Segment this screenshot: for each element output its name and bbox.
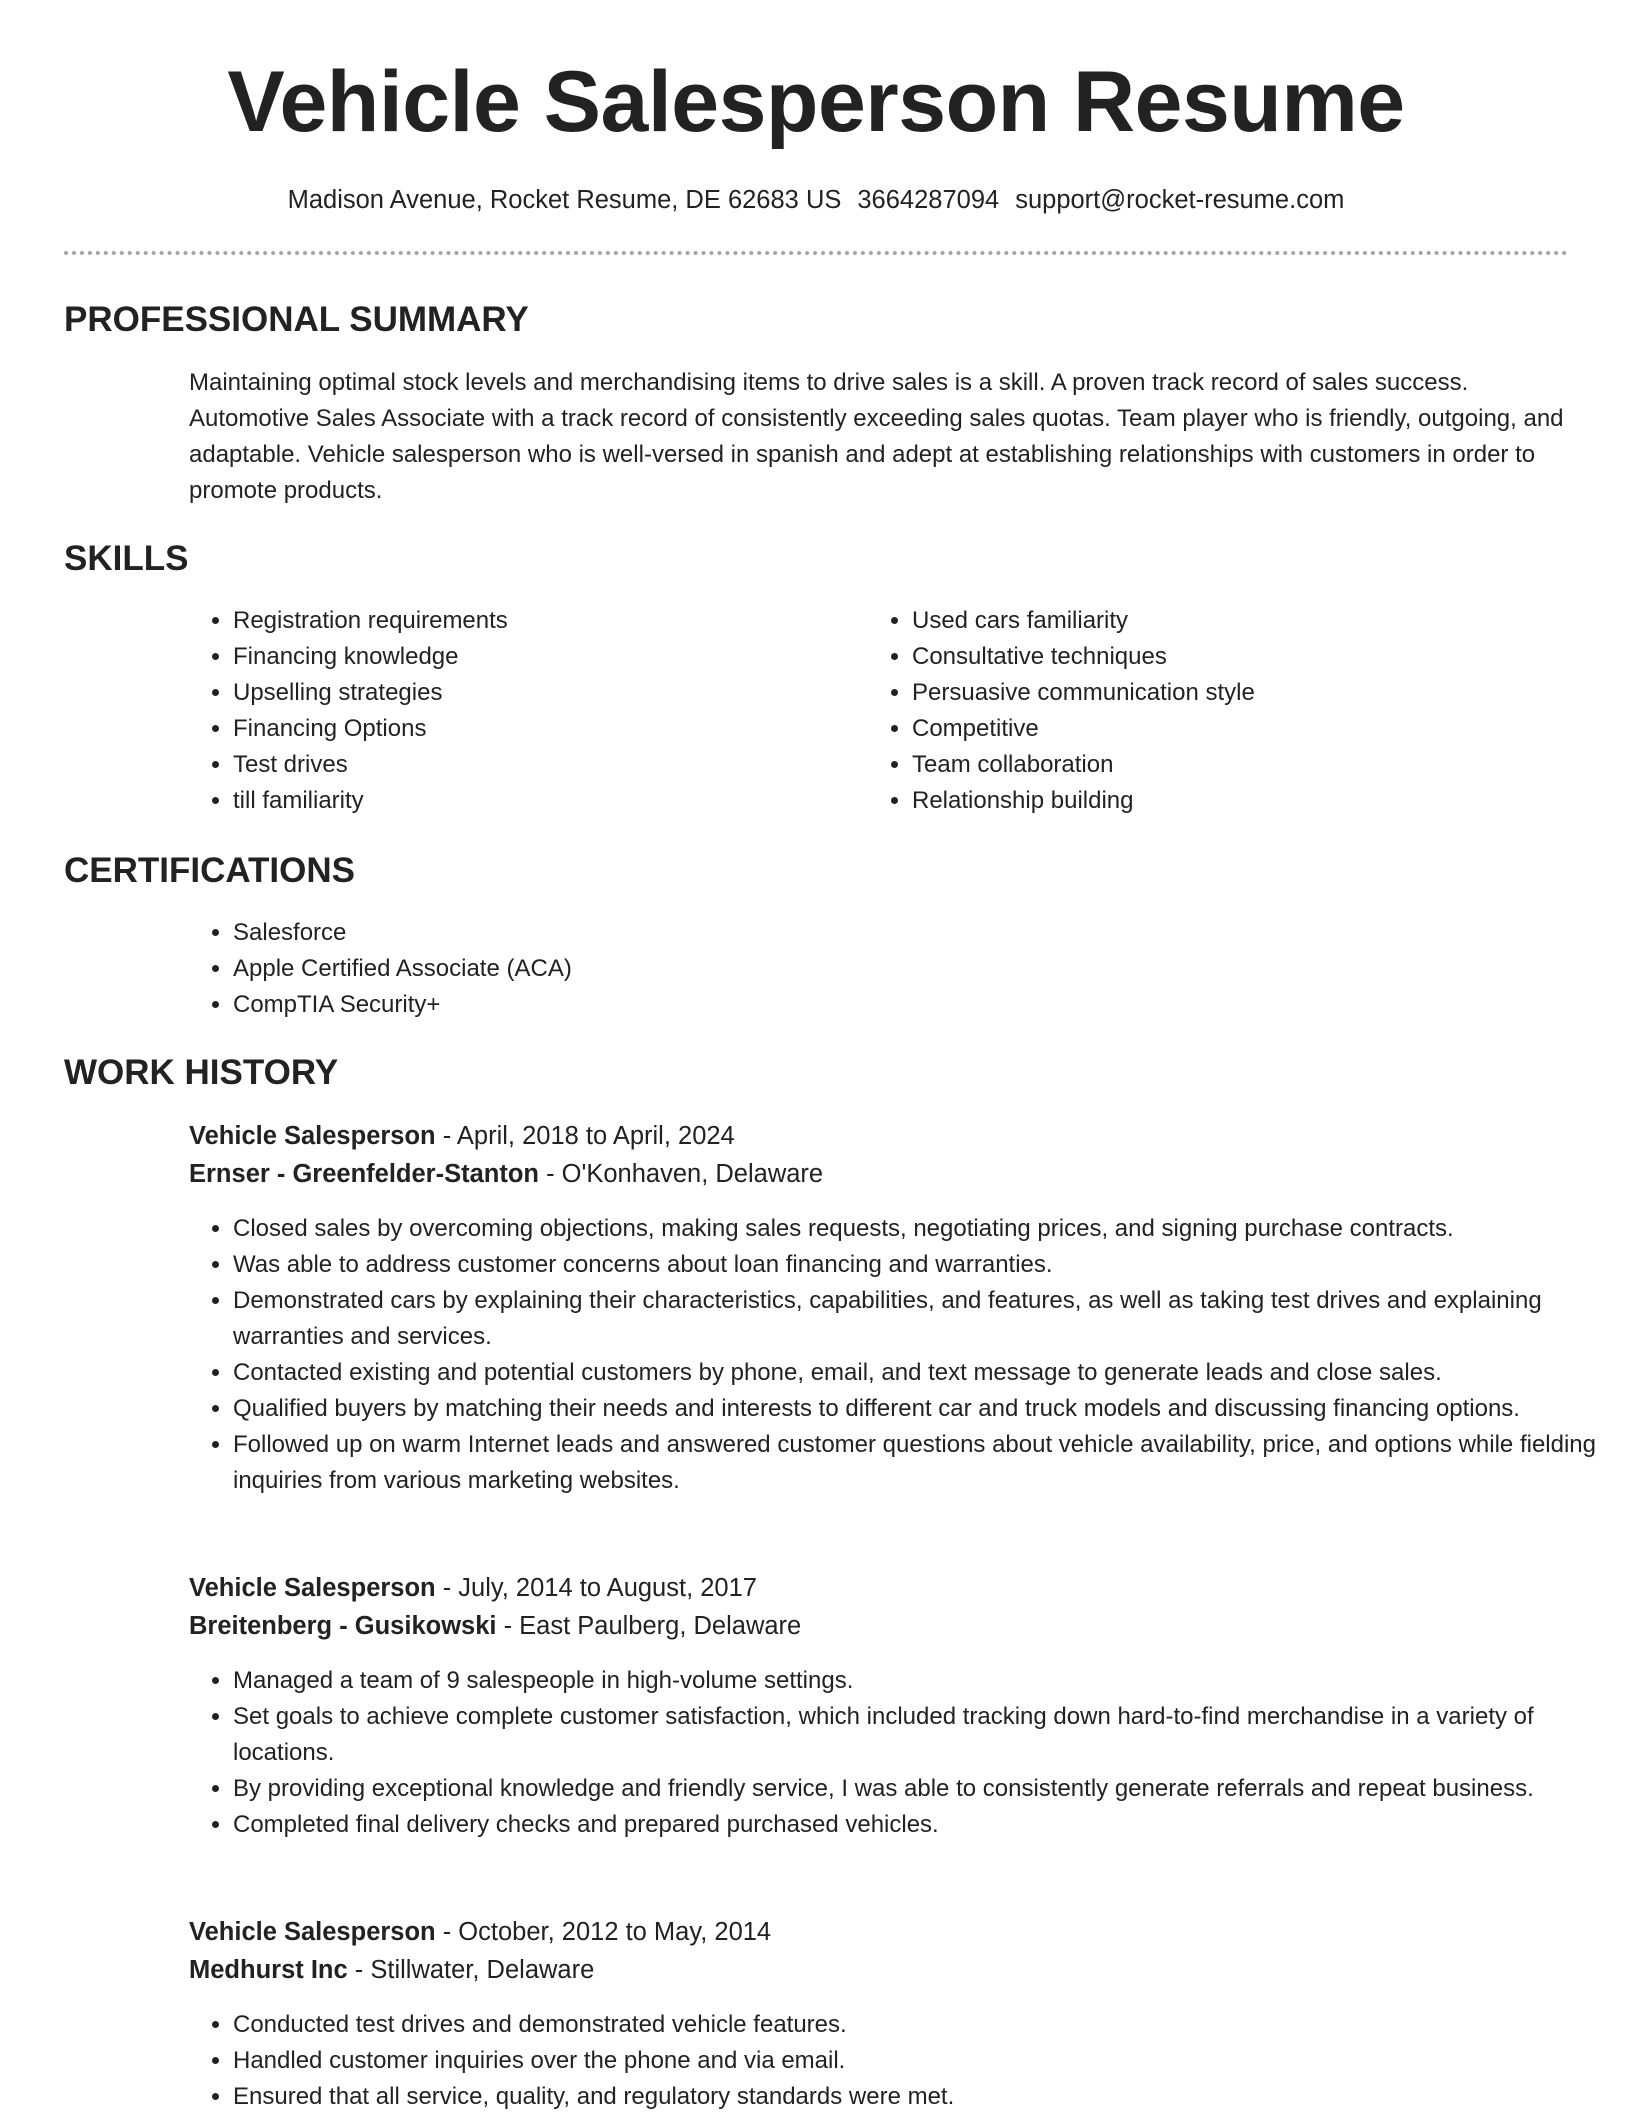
- skill-item: • Upselling strategies: [233, 675, 853, 711]
- skills-list-right: [868, 603, 1532, 819]
- job-location: - O'Konhaven, Delaware: [539, 1160, 824, 1188]
- job-duty-item: • Qualified buyers by matching their needs and interests to different car and truck models and discussing financing options.: [233, 1391, 1613, 1427]
- job-duty-item: • Conducted test drives and demonstrated vehicle features.: [233, 2007, 1613, 2043]
- skill-item: • Financing Options: [233, 711, 853, 747]
- contact-address: Madison Avenue, Rocket Resume, DE 62683 US: [287, 186, 842, 214]
- job-duty-item: • Demonstrated cars by explaining their characteristics, capabilities, and features, as well as taking test drives and explaining warranties and services.: [233, 1283, 1613, 1355]
- job-company: Medhurst Inc: [189, 1956, 348, 1984]
- job-duties-list: [189, 1663, 1613, 1843]
- job-duty-item: • Set goals to achieve complete customer satisfaction, which included tracking down hard-to-find merchandise in a variety of locations.: [233, 1699, 1613, 1771]
- job-dates: - July, 2014 to August, 2017: [435, 1574, 757, 1602]
- certification-item: • CompTIA Security+: [233, 987, 1533, 1023]
- skill-item: • Relationship building: [912, 783, 1532, 819]
- job-role: Vehicle Salesperson: [189, 1122, 436, 1150]
- job-title-line: [189, 1569, 757, 1607]
- contact-phone: 3664287094: [857, 186, 1000, 214]
- job-company-line: [189, 1951, 594, 1989]
- skill-item: • Competitive: [912, 711, 1532, 747]
- skills-list-left: [189, 603, 853, 819]
- certifications-list: [189, 915, 1533, 1023]
- job-duty-item: • Followed up on warm Internet leads and answered customer questions about vehicle availability, price, and options while fielding inquiries from various marketing websites.: [233, 1427, 1613, 1499]
- job-location: - East Paulberg, Delaware: [496, 1612, 802, 1640]
- job-duty-item: • Was able to address customer concerns about loan financing and warranties.: [233, 1247, 1613, 1283]
- skill-item: • Used cars familiarity: [912, 603, 1532, 639]
- job-duty-item: • By providing exceptional knowledge and friendly service, I was able to consistently generate referrals and repeat business.: [233, 1771, 1613, 1807]
- job-duty-item: • Managed a team of 9 salespeople in high-volume settings.: [233, 1663, 1613, 1699]
- job-company: Ernser - Greenfelder-Stanton: [189, 1160, 539, 1188]
- skill-item: • Financing knowledge: [233, 639, 853, 675]
- job-role: Vehicle Salesperson: [189, 1918, 436, 1946]
- job-title-line: [189, 1117, 735, 1155]
- job-duty-item: • Ensured that all service, quality, and regulatory standards were met.: [233, 2079, 1613, 2115]
- job-dates: - October, 2012 to May, 2014: [435, 1918, 772, 1946]
- job-duties-list: [189, 2007, 1613, 2115]
- job-dates: - April, 2018 to April, 2024: [435, 1122, 735, 1150]
- job-duty-item: • Handled customer inquiries over the phone and via email.: [233, 2043, 1613, 2079]
- skill-item: • Test drives: [233, 747, 853, 783]
- skill-item: • Persuasive communication style: [912, 675, 1532, 711]
- job-role: Vehicle Salesperson: [189, 1574, 436, 1602]
- skill-item: • Registration requirements: [233, 603, 853, 639]
- summary-text: Maintaining optimal stock levels and merchandising items to drive sales is a skill. A proven track record of sales success. Automotive Sales Associate with a track record of consistently exceeding sales quotas. Team player who is friendly, outgoing, and adaptable. Vehicle salesperson who is well-versed in spanish and adept at establishing relationships with customers in order to promote products.: [189, 369, 1564, 504]
- header-divider: [64, 251, 1568, 255]
- skill-item: • Consultative techniques: [912, 639, 1532, 675]
- job-location: - Stillwater, Delaware: [347, 1956, 595, 1984]
- resume-title: Vehicle Salesperson Resume: [227, 54, 1405, 150]
- contact-email: support@rocket-resume.com: [1015, 186, 1345, 214]
- job-duty-item: • Completed final delivery checks and prepared purchased vehicles.: [233, 1807, 1613, 1843]
- skill-item: • Team collaboration: [912, 747, 1532, 783]
- job-company-line: [189, 1607, 801, 1645]
- job-company: Breitenberg - Gusikowski: [189, 1612, 497, 1640]
- job-duties-list: [189, 1211, 1613, 1499]
- summary-heading: PROFESSIONAL SUMMARY: [64, 300, 529, 339]
- certification-item: • Salesforce: [233, 915, 1533, 951]
- skills-heading: SKILLS: [64, 539, 189, 578]
- job-company-line: [189, 1155, 823, 1193]
- certifications-heading: CERTIFICATIONS: [64, 851, 356, 890]
- contact-line: [0, 183, 1632, 217]
- job-duty-item: • Closed sales by overcoming objections, making sales requests, negotiating prices, and signing purchase contracts.: [233, 1211, 1613, 1247]
- skill-item: • till familiarity: [233, 783, 853, 819]
- certification-item: • Apple Certified Associate (ACA): [233, 951, 1533, 987]
- work-history-heading: WORK HISTORY: [64, 1053, 339, 1092]
- job-title-line: [189, 1913, 771, 1951]
- job-duty-item: • Contacted existing and potential customers by phone, email, and text message to generate leads and close sales.: [233, 1355, 1613, 1391]
